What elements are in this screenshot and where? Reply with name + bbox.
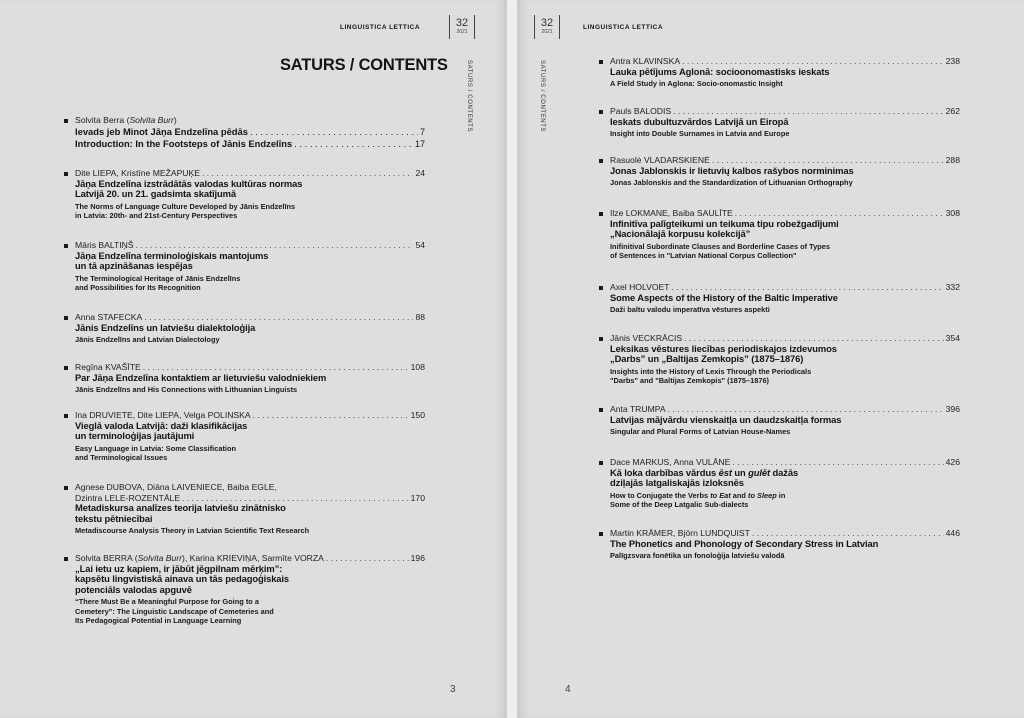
volume-year: 2021	[456, 29, 468, 35]
author-text: Regīna KVAŠĪTE	[75, 362, 141, 372]
toc-entry[interactable]	[610, 56, 960, 89]
toc-entry[interactable]	[610, 282, 960, 315]
bullet-icon	[599, 461, 603, 465]
subtitle-fragment: How to Conjugate the Verbs	[610, 490, 711, 500]
bullet-icon	[64, 557, 68, 561]
bullet-icon	[599, 212, 603, 216]
bullet-icon	[599, 408, 603, 412]
entry-author	[75, 553, 425, 564]
title-fragment: gulēt	[748, 466, 771, 478]
leader-dots	[668, 404, 944, 415]
leader-dots	[253, 410, 409, 421]
leader-dots	[673, 106, 944, 117]
author-text: Antra KLAVINSKA	[610, 56, 681, 66]
toc-entry[interactable]	[75, 410, 425, 463]
volume-year: 2021	[541, 29, 553, 35]
author-text: Rasuolė VLADARSKIENĖ	[610, 155, 710, 165]
title-fragment: ēst	[718, 466, 732, 478]
author-alias: Solvita Burr	[129, 115, 174, 125]
bullet-icon	[64, 172, 68, 176]
author-text: Martin KRÄMER, Björn LUNDQUIST	[610, 528, 750, 538]
subtitle-fragment: in	[776, 490, 786, 500]
leader-dots	[144, 312, 413, 323]
volume-number: 32	[540, 17, 554, 29]
author-name	[75, 312, 142, 323]
author-name	[610, 404, 666, 415]
toc-entry[interactable]	[610, 333, 960, 386]
entry-title: un terminoloģijas jautājumi	[75, 430, 195, 442]
toc-entry[interactable]	[610, 457, 960, 510]
volume-mark	[534, 15, 560, 39]
leader-dots	[326, 553, 409, 564]
author-text: Dite LIEPA, Kristīne MEŽAPUĶE	[75, 168, 200, 178]
page-number: 24	[415, 168, 425, 178]
entry-author	[610, 155, 960, 166]
page-number: 88	[415, 312, 425, 322]
entry-title: „Nacionālajā korpusu kolekcijā”	[610, 228, 751, 240]
leader-dots	[682, 56, 944, 67]
page-number: 7	[419, 126, 425, 137]
author-name	[75, 553, 324, 564]
author-name	[75, 410, 251, 421]
page-number: 196	[410, 553, 425, 563]
entry-subtitle: Inifinitival Subordinate Clauses and Borderline Cases of Types	[610, 241, 830, 251]
toc-entry[interactable]	[75, 553, 425, 626]
author-name	[610, 528, 750, 539]
toc-entry[interactable]	[610, 155, 960, 188]
entry-title: tekstu pētniecībai	[75, 512, 153, 524]
page-number: 17	[414, 138, 425, 149]
entry-subtitle: Jānis Endzelīns and His Connections with Lithuanian Linguists	[75, 385, 298, 395]
bullet-icon	[599, 337, 603, 341]
author-name	[610, 208, 733, 219]
page-number: 354	[945, 333, 960, 343]
subtitle-fragment: Some of the Deep Latgalic Sub-dialects	[610, 500, 749, 510]
entry-author	[75, 312, 425, 323]
page-number: 308	[945, 208, 960, 218]
volume-mark	[449, 15, 475, 39]
entry-title: Some Aspects of the History of the Baltic Imperative	[610, 291, 838, 303]
entry-author	[75, 115, 425, 126]
title-fragment: Kā loka darbības vārdus	[610, 466, 719, 478]
entry-subtitle: and Terminological Issues	[75, 453, 168, 463]
entry-subtitle: The Norms of Language Culture Developed by Jānis Endzelīns	[75, 201, 296, 211]
bullet-icon	[64, 244, 68, 248]
leader-dots	[735, 208, 944, 219]
page-number: 426	[945, 457, 960, 467]
bullet-icon	[599, 159, 603, 163]
entry-author	[610, 333, 960, 344]
bullet-icon	[64, 119, 68, 123]
bullet-icon	[599, 286, 603, 290]
bullet-icon	[599, 60, 603, 64]
toc-entry[interactable]	[610, 208, 960, 261]
entry-subtitle: “There Must Be a Meaningful Purpose for Going to a	[75, 597, 259, 607]
author-text-tail: ), Karina KRIEVIŅA, Sarmīte VORZA	[182, 553, 324, 563]
toc-entry[interactable]	[75, 168, 425, 221]
author-text: Solvita Berra (	[75, 115, 130, 125]
bullet-icon	[599, 110, 603, 114]
page-number: 396	[945, 404, 960, 414]
page-title: SATURS / CONTENTS	[280, 56, 448, 74]
leader-dots	[684, 333, 944, 344]
entry-author	[610, 282, 960, 293]
leader-dots	[294, 138, 413, 149]
entry-subtitle: and Possibilities for Its Recognition	[75, 283, 201, 293]
title-text: Introduction: In the Footsteps of Jānis Endzelīns	[75, 137, 293, 149]
toc-entry[interactable]	[75, 115, 425, 150]
author-name	[75, 168, 200, 179]
toc-entry[interactable]	[75, 362, 425, 395]
entry-subtitle: in Latvia: 20th- and 21st-Century Perspectives	[75, 211, 238, 221]
author-name	[610, 155, 710, 166]
page-number-left: 3	[450, 684, 456, 695]
journal-title: LINGUISTICA LETTICA	[340, 24, 421, 31]
toc-entry[interactable]	[75, 312, 425, 345]
entry-author	[75, 240, 425, 251]
entry-title: Ieskats dubultuzvārdos Latvijā un Eiropā	[610, 115, 789, 127]
entry-title: Jāņa Endzelīna terminoloģiskais mantojums	[75, 249, 269, 261]
section-running-head: SATURS / CONTENTS	[466, 60, 472, 133]
leader-dots	[250, 126, 418, 137]
entry-subtitle: Singular and Plural Forms of Latvian House-Names	[610, 427, 791, 437]
entry-author	[610, 106, 960, 117]
entry-subtitle	[610, 491, 960, 500]
entry-author	[75, 168, 425, 179]
title-fragment: un	[731, 466, 749, 478]
page-number: 54	[415, 240, 425, 250]
entry-title: potenciāls valodas apguvē	[75, 583, 192, 595]
toc-entry[interactable]	[75, 240, 425, 293]
entry-title: Jāņa Endzelīna izstrādātās valodas kultūras normas	[75, 177, 303, 189]
entry-title: „Darbs” un „Baltijas Zemkopis” (1875–1876)	[610, 353, 804, 365]
bullet-icon	[64, 414, 68, 418]
author-text: Māris BALTIŅŠ	[75, 240, 134, 250]
author-text: Axel HOLVOET	[610, 282, 670, 292]
book-gutter	[507, 0, 517, 718]
entry-author	[610, 208, 960, 219]
bullet-icon	[64, 486, 68, 490]
title-fragment: dažās	[770, 466, 799, 478]
author-text: Pauls BALODIS	[610, 106, 672, 116]
author-text: Anna STAFECKA	[75, 312, 143, 322]
entry-title	[610, 478, 960, 489]
entry-title: Latvijas mājvārdu vienskaitļa un daudzskaitļa formas	[610, 413, 842, 425]
page-number-right: 4	[565, 684, 571, 695]
entry-title: Jānis Endzelīns un latviešu dialektoloģija	[75, 321, 256, 333]
entry-author	[75, 410, 425, 421]
bullet-icon	[64, 316, 68, 320]
entry-title: kapsētu lingvistiskā ainava un tās pedagoģiskais	[75, 573, 290, 585]
entry-author-first: Agnese DUBOVA, Diāna LAIVENIECE, Baiba EGLE,	[75, 482, 277, 492]
author-name	[610, 56, 680, 67]
section-running-head: SATURS / CONTENTS	[539, 60, 545, 133]
entry-title: Par Jāņa Endzelīna kontaktiem ar lietuviešu valodniekiem	[75, 371, 327, 383]
entry-subtitle: Insight into Double Surnames in Latvia and Europe	[610, 129, 790, 139]
entry-subtitle: Easy Language in Latvia: Some Classification	[75, 443, 236, 453]
entry-subtitle: Daži baltu valodu imperatīva vēstures aspekti	[610, 305, 770, 315]
entry-title: un tā apzināšanas iespējas	[75, 260, 193, 272]
author-text: Solvita BERRA (	[75, 553, 138, 563]
author-text: Anta TRUMPA	[610, 404, 666, 414]
author-text: Dace MARKUS, Anna VULĀNE	[610, 457, 731, 467]
entry-title: Vieglā valoda Latvijā: daži klasifikācijas	[75, 419, 248, 431]
subtitle-fragment: to Eat	[710, 490, 731, 500]
page-number: 332	[945, 282, 960, 292]
entry-subtitle: Palīgzsvara fonētika un fonoloģija latviešu valodā	[610, 551, 785, 561]
toc-entry[interactable]	[610, 528, 960, 561]
page-number: 150	[410, 410, 425, 420]
author-name	[75, 362, 141, 373]
entry-subtitle: Insights into the History of Lexis Through the Periodicals	[610, 366, 812, 376]
entry-subtitle: Jānis Endzelīns and Latvian Dialectology	[75, 335, 220, 345]
entry-title: Leksikas vēstures liecības periodiskajos izdevumos	[610, 342, 837, 354]
author-name	[75, 240, 134, 251]
entry-subtitle: A Field Study in Aglona: Socio-onomastic Insight	[610, 79, 783, 89]
title-text: Ievads jeb Minot Jāņa Endzelīna pēdās	[75, 125, 248, 137]
leader-dots	[143, 362, 409, 373]
journal-title: LINGUISTICA LETTICA	[583, 24, 664, 31]
entry-subtitle	[610, 500, 960, 509]
entry-subtitle: The Terminological Heritage of Jānis Endzelīns	[75, 273, 241, 283]
subtitle-fragment: to Sleep	[747, 490, 777, 500]
entry-subtitle: of Sentences in "Latvian National Corpus Collection"	[610, 251, 797, 261]
entry-title: The Phonetics and Phonology of Secondary Stress in Latvian	[610, 537, 879, 549]
entry-subtitle: Jonas Jablonskis and the Standardization of Lithuanian Orthography	[610, 178, 853, 188]
author-name	[610, 106, 671, 117]
page-number: 446	[945, 528, 960, 538]
entry-author	[610, 528, 960, 539]
author-text-tail: )	[173, 115, 177, 125]
author-alias: Solvita Burr	[137, 553, 182, 563]
author-name	[610, 333, 682, 344]
leader-dots	[672, 282, 944, 293]
entry-subtitle: Cemetery”: The Linguistic Landscape of Cemeteries and	[75, 606, 274, 616]
leader-dots	[712, 155, 944, 166]
author-text: Jānis VECKRĀCIS	[610, 333, 683, 343]
entry-title: „Lai ietu uz kapiem, ir jābūt jēgpilnam mērķim”:	[75, 562, 283, 574]
right-page	[517, 0, 1024, 718]
leader-dots	[136, 240, 414, 251]
page-number: 170	[410, 492, 425, 503]
toc-entry[interactable]	[610, 106, 960, 139]
author-text: Dzintra LELE-ROZENTĀLE	[75, 492, 181, 503]
bullet-icon	[599, 532, 603, 536]
entry-subtitle: "Darbs" and "Baltijas Zemkopis" (1875–1876)	[610, 376, 770, 386]
entry-subtitle: Metadiscourse Analysis Theory in Latvian Scientific Text Research	[75, 526, 310, 536]
entry-author	[75, 362, 425, 373]
leader-dots	[752, 528, 944, 539]
subtitle-fragment: and	[730, 490, 748, 500]
volume-number: 32	[455, 17, 469, 29]
entry-subtitle: Its Pedagogical Potential in Language Learning	[75, 616, 242, 626]
entry-author	[610, 56, 960, 67]
title-fragment: dziļajās latgaliskajās izloksnēs	[610, 477, 744, 489]
author-text: Ina DRUVIETE, Dite LIEPA, Velga POLINSKA	[75, 410, 251, 420]
toc-entry[interactable]	[610, 404, 960, 437]
toc-entry[interactable]	[75, 482, 425, 536]
entry-title-lv	[75, 126, 425, 138]
entry-title: Metadiskursa analīzes teorija latviešu zinātnisko	[75, 502, 286, 513]
author-name	[610, 282, 670, 293]
entry-author	[610, 404, 960, 415]
entry-title: Lauka pētījums Aglonā: socioonomastisks ieskats	[610, 65, 830, 77]
leader-dots	[202, 168, 413, 179]
author-text: Ilze LOKMANE, Baiba SAULĪTE	[610, 208, 733, 218]
page-number: 108	[410, 362, 425, 372]
entry-title-en	[75, 138, 425, 150]
entry-title: Infinitīva palīgteikumi un teikuma tipu robežgadījumi	[610, 217, 839, 229]
page-number: 238	[945, 56, 960, 66]
page-number: 262	[945, 106, 960, 116]
bullet-icon	[64, 366, 68, 370]
left-page	[0, 0, 507, 718]
entry-title: Latvijā 20. un 21. gadsimta skatījumā	[75, 188, 236, 200]
page-number: 288	[945, 155, 960, 165]
entry-title: Jonas Jablonskis ir lietuvių kalbos rašybos norminimas	[610, 164, 854, 176]
